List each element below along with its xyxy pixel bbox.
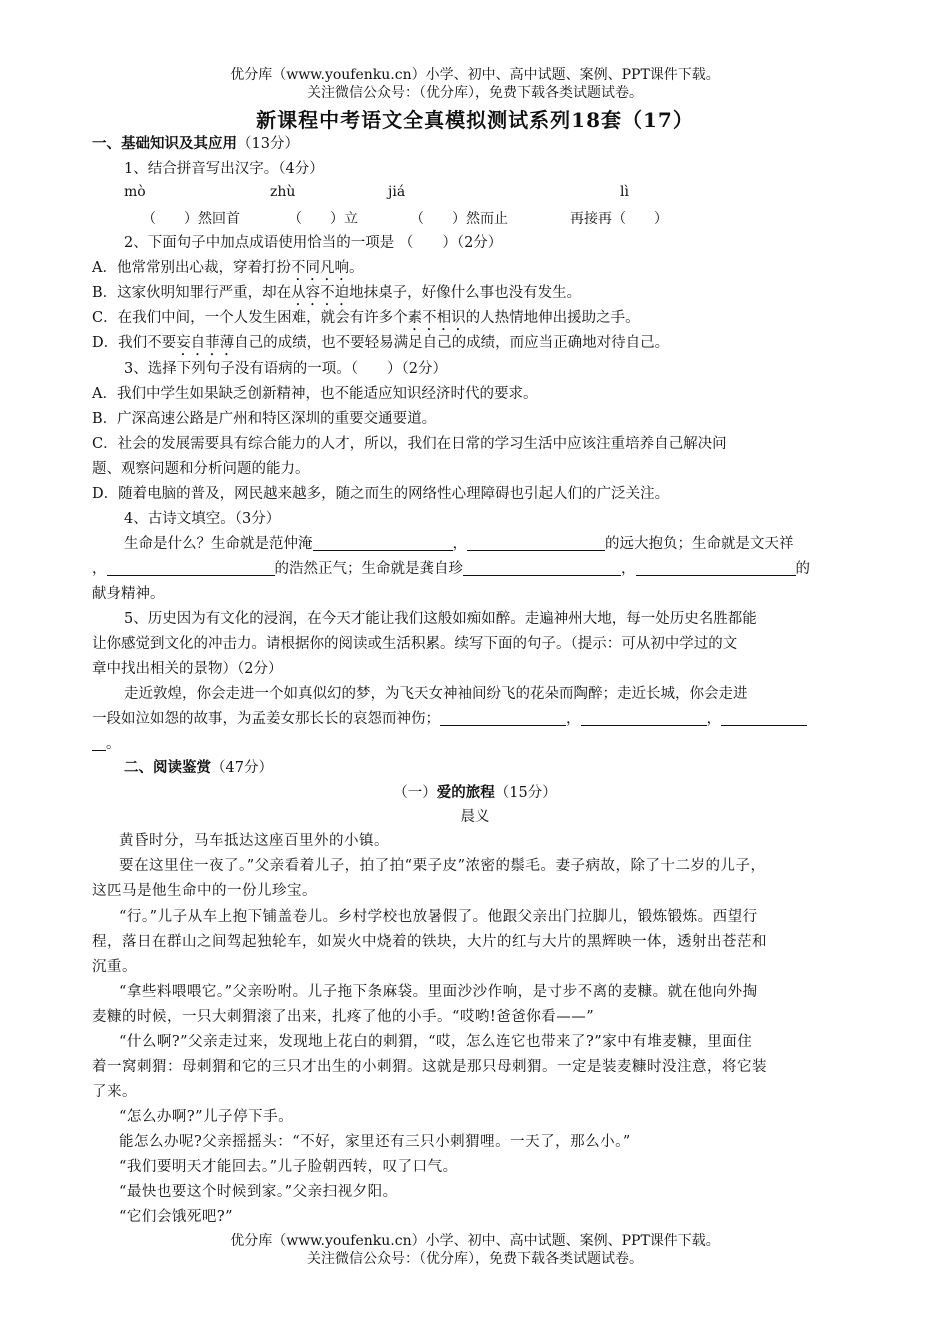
q4-text-3: 的浩然正气；生命就是龚自珍 [274,561,463,577]
header-line-1: 优分库（www.youfenku.cn）小学、初中、高中试题、案例、PPT课件下载。 [230,67,720,83]
story-line: 黄昏时分，马车抵达这座百里外的小镇。 [119,833,389,849]
pinyin-4: lì [620,184,629,200]
pinyin-1: mò [124,184,146,200]
q2-option-b [92,282,862,309]
answer-blank[interactable] [313,534,453,551]
q1-item-2: （ ）立 [288,211,358,227]
answer-blank[interactable] [721,709,807,726]
q3-option-c-line-2: 题、观察问题和分析问题的能力。 [92,461,310,477]
answer-blank[interactable] [467,534,605,551]
q1-item-4: 再接再（ ） [570,211,668,227]
q4-prompt: 4、古诗文填空。（3分） [124,511,281,527]
q5-line-6 [92,733,862,755]
story-line: “拿些料喂喂它。”父亲吩咐。儿子拖下条麻袋。里面沙沙作响，是寸步不离的麦糠。就在他向外掏 [119,984,758,1000]
footer-line-1: 优分库（www.youfenku.cn）小学、初中、高中试题、案例、PPT课件下载。 [230,1233,720,1249]
answer-blank[interactable] [636,559,796,576]
reading-score: （15分） [494,785,557,801]
q2-b-idiom: 从容不迫 [291,285,350,301]
q2-b-end: 地抹桌子，好像什么事也没有发生。 [349,285,582,301]
story-line: 要在这里住一夜了。”父亲看着儿子，拍了拍“栗子皮”浓密的鬃毛。妻子病故，除了十二岁的儿子， [119,858,766,874]
story-line: “什么啊?”父亲走过来，发现地上花白的刺猬，“哎，怎么连它也带来了?”家中有堆麦糠，里面住 [119,1034,753,1050]
q1-item-3: （ ）然而止 [410,211,508,227]
story-line: 程，落日在群山之间驾起独轮车，如炭火中烧着的铁块，大片的红与大片的黑辉映一体，透射出苍茫和 [92,934,767,950]
q3-option-c-line-1: C．社会的发展需要具有综合能力的人才，所以，我们在日常的学习生活中应该注重培养自己解决问 [92,436,727,452]
q1-prompt: 1、结合拼音写出汉字。（4分） [124,161,324,177]
story-line: “行。”儿子从车上抱下铺盖卷儿。乡村学校也放暑假了。他跟父亲出门拉脚儿，锻炼锻炼。西望行 [119,909,758,925]
section-1-title: 一、基础知识及其应用 [92,135,237,152]
section-1-heading [92,133,862,155]
story-line: “怎么办啊?”儿子停下手。 [119,1109,294,1125]
story-line: 这匹马是他生命中的一份儿珍宝。 [92,883,317,899]
q2-c-idiom: 素不相识 [407,310,466,326]
answer-blank[interactable] [440,709,566,726]
story-line: “最快也要这个时候到家。”父亲扫视夕阳。 [119,1184,398,1200]
q2-a-idiom: 不同凡响 [290,260,349,276]
q5-line-4: 走近敦煌，你会走进一个如真似幻的梦，为飞天女神袖间纷飞的花朵而陶醉；走近长城，你会走进 [124,686,748,702]
reading-title-text: 爱的旅程 [436,784,495,801]
q4-comma: ， [92,561,107,577]
answer-blank[interactable] [463,559,621,576]
q3-option-d: D．随着电脑的普及，网民越来越多，随之而生的网络性心理障碍也引起人们的广泛关注。 [92,486,670,502]
q4-line-1 [124,533,894,555]
q2-option-a [92,257,862,284]
q2-a-text: A．他常常别出心裁，穿着打扮 [92,260,291,276]
q5-line-1: 5、历史因为有文化的浸润，在今天才能让我们这般如痴如醉。走遍神州大地，每一处历史名胜都能 [124,611,757,627]
q4-text-1: 生命是什么？生命就是范仲淹 [124,536,313,552]
pinyin-3: jiá [388,184,406,200]
q2-option-d [92,332,862,359]
story-line: 了来。 [92,1084,137,1100]
reading-title [0,782,950,804]
q2-d-idiom: 妄自菲薄 [176,335,235,351]
header-line-2: 关注微信公众号：（优分库），免费下载各类试题试卷。 [307,85,643,101]
q5-period: 。 [106,736,121,752]
q2-d-text: D．我们不要 [92,335,177,351]
q2-prompt: 2、下面句子中加点成语使用恰当的一项是 （ ）（2分） [124,235,503,251]
q2-c-text: C．在我们中间，一个人发生困难，就会有许多个 [92,310,408,326]
answer-blank[interactable] [581,709,707,726]
pinyin-2: zhù [270,184,296,200]
answer-blank[interactable] [107,559,275,576]
q2-a-end: 。 [348,260,364,276]
footer-line-2: 关注微信公众号：（优分库），免费下载各类试题试卷。 [307,1251,643,1267]
section-2-heading [124,757,894,779]
page-title: 新课程中考语文全真模拟测试系列18套（17） [256,108,694,132]
q2-c-end: 的人热情地伸出援助之手。 [465,310,640,326]
q5-line-2: 让你感觉到文化的冲击力。请根据你的阅读或生活积累。续写下面的句子。（提示：可从初中学过的文 [92,636,738,652]
q5-line-3: 章中找出相关的景物）（2分） [92,661,283,677]
story-line: 着一窝刺猬：母刺猬和它的三只才出生的小刺猬。这就是那只母刺猬。一定是装麦糠时没注意，将它装 [92,1059,767,1075]
q3-option-a: A．我们中学生如果缺乏创新精神，也不能适应知识经济时代的要求。 [92,386,538,402]
reading-number: （一） [393,785,437,801]
q4-comma: ， [621,561,636,577]
story-line: 沉重。 [92,959,137,975]
section-2-title: 二、阅读鉴赏 [124,759,211,776]
q2-b-text: B．这家伙明知罪行严重，却在 [92,285,292,301]
q4-comma: ， [452,536,467,552]
q5-comma: ， [706,711,721,727]
q5-text: 一段如泣如怨的故事，为孟姜女那长长的哀怨而神伤； [92,711,440,727]
q4-line-2 [92,558,862,580]
story-line: 麦糠的时候，一只大刺猬滚了出来，扎疼了他的小手。“哎哟!爸爸你看——” [92,1009,595,1025]
section-1-score: （13分） [237,136,299,152]
q4-line-3: 献身精神。 [92,586,165,602]
q2-d-end: 自己的成绩，也不要轻易满足自己的成绩，而应当正确地对待自己。 [234,335,670,351]
story-line: 能怎么办呢?父亲摇摇头：“不好，家里还有三只小刺猬哩。一天了，那么小。” [119,1134,631,1150]
q3-prompt: 3、选择下列句子没有语病的一项。（ ）（2分） [124,361,447,377]
q4-text-4: 的 [795,561,810,577]
q3-option-b: B．广深高速公路是广州和特区深圳的重要交通要道。 [92,411,437,427]
q2-option-c [92,307,862,334]
section-2-score: （47分） [211,760,273,776]
q5-line-5 [92,708,862,730]
q5-comma: ， [566,711,581,727]
answer-blank[interactable] [92,734,106,751]
story-line: “我们要明天才能回去。”儿子脸朝西转，叹了口气。 [119,1159,458,1175]
story-line: “它们会饿死吧?” [119,1209,234,1225]
q4-text-2: 的远大抱负；生命就是文天祥 [605,536,794,552]
reading-author: 晨义 [460,809,490,825]
q1-item-1: （ ）然回首 [142,211,240,227]
